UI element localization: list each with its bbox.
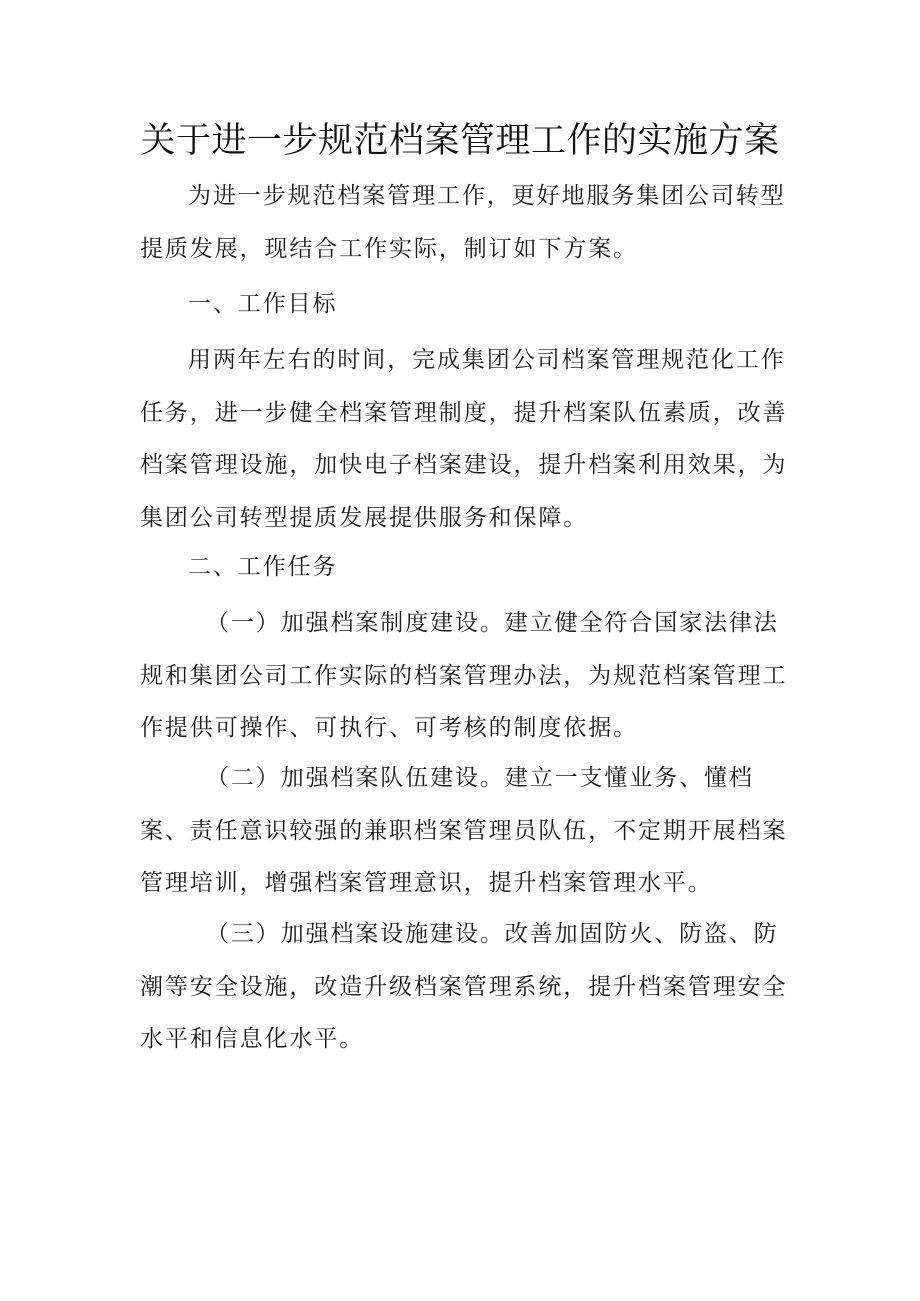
document-title: 关于进一步规范档案管理工作的实施方案 bbox=[140, 121, 780, 161]
goals-paragraph: 用两年左右的时间，完成集团公司档案管理规范化工作任务，进一步健全档案管理制度，提升档案队伍素质，改善档案管理设施，加快电子档案建设，提升档案利用效果，为集团公司转型提质发展提供服务和保障。 bbox=[140, 347, 788, 531]
section-heading-tasks: 二、工作任务 bbox=[188, 554, 338, 580]
section-heading-goals: 一、工作目标 bbox=[188, 291, 338, 317]
intro-paragraph: 为进一步规范档案管理工作，更好地服务集团公司转型提质发展，现结合工作实际，制订如下方案。 bbox=[140, 183, 786, 262]
task-paragraph-2: （二）加强档案队伍建设。建立一支懂业务、懂档案、责任意识较强的兼职档案管理员队伍，不定期开展档案管理培训，增强档案管理意识，提升档案管理水平。 bbox=[140, 765, 788, 896]
task-paragraph-1: （一）加强档案制度建设。建立健全符合国家法律法规和集团公司工作实际的档案管理办法，为规范档案管理工作提供可操作、可执行、可考核的制度依据。 bbox=[140, 610, 788, 741]
task-paragraph-3: （三）加强档案设施建设。改善加固防火、防盗、防潮等安全设施，改造升级档案管理系统，提升档案管理安全水平和信息化水平。 bbox=[140, 921, 788, 1052]
